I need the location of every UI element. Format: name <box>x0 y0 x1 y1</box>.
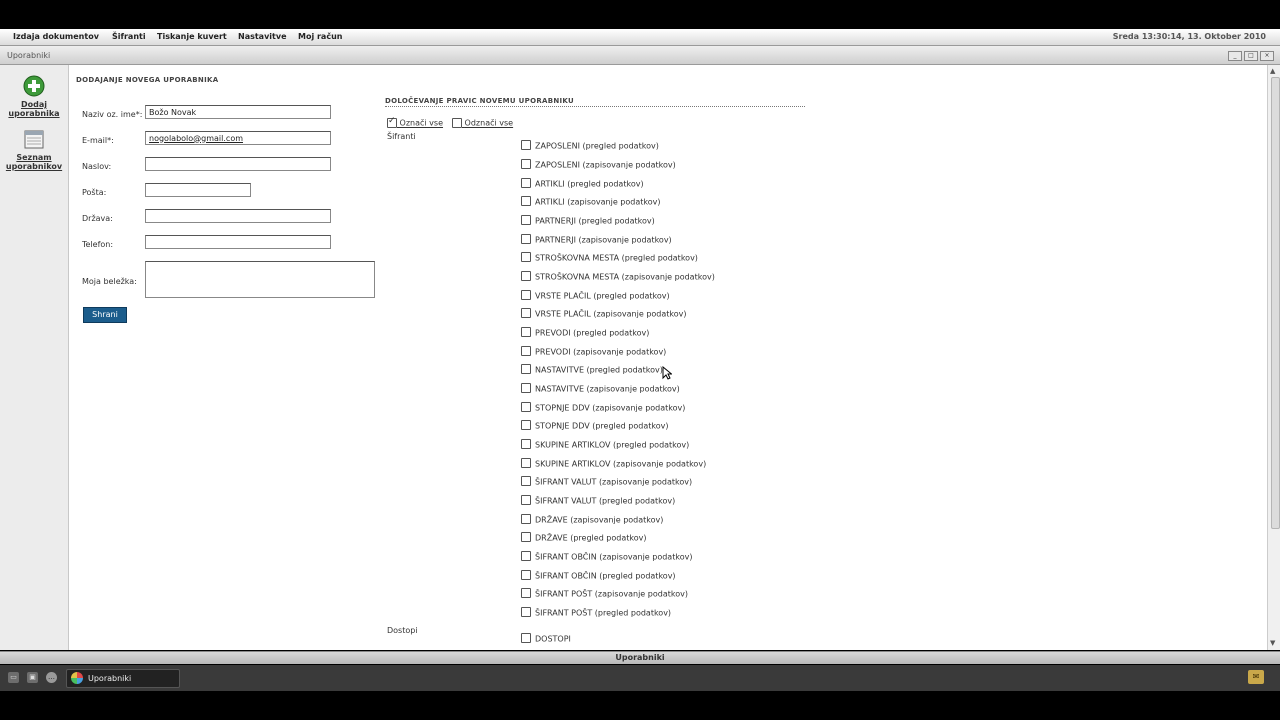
checkbox[interactable] <box>521 308 531 318</box>
country-label: Država: <box>82 214 113 223</box>
permission-label: ŠIFRANT POŠT (zapisovanje podatkov) <box>535 589 688 599</box>
email-label: E-mail*: <box>82 136 114 145</box>
permission-label: ŠIFRANT VALUT (pregled podatkov) <box>535 496 676 506</box>
calendar-icon <box>23 128 45 150</box>
window-title: Uporabniki <box>7 51 51 60</box>
permissions-title: DOLOČEVANJE PRAVIC NOVEMU UPORABNIKU <box>385 97 575 105</box>
permission-item[interactable] <box>521 179 644 189</box>
permission-item[interactable] <box>521 496 675 506</box>
permission-label: NASTAVITVE (pregled podatkov) <box>535 365 663 375</box>
checkbox[interactable] <box>521 234 531 244</box>
checkbox[interactable] <box>521 364 531 374</box>
name-input[interactable] <box>145 105 331 119</box>
checkbox[interactable] <box>521 271 531 281</box>
select-all-label: Označi vse <box>399 118 444 128</box>
sidebar-item-add-user[interactable] <box>0 75 68 118</box>
checkbox[interactable] <box>521 439 531 449</box>
taskbar-item-label: Uporabniki <box>88 674 132 683</box>
permission-label: ZAPOSLENI (zapisovanje podatkov) <box>535 160 676 170</box>
window-icon[interactable]: ▣ <box>27 672 38 683</box>
permission-item[interactable] <box>521 216 655 226</box>
address-label: Naslov: <box>82 162 112 171</box>
permission-label: ARTIKLI (pregled podatkov) <box>535 179 644 189</box>
mouse-cursor-icon <box>662 366 672 380</box>
permission-label: ŠIFRANT OBČIN (pregled podatkov) <box>535 571 676 581</box>
minimize-button[interactable]: _ <box>1228 51 1242 61</box>
checkbox-checked-icon <box>387 118 397 128</box>
maximize-button[interactable]: □ <box>1244 51 1258 61</box>
group-label-sifranti: Šifranti <box>387 132 416 141</box>
permission-item[interactable] <box>521 365 663 375</box>
deselect-all-label: Odznači vse <box>464 118 514 128</box>
note-textarea[interactable] <box>145 261 375 298</box>
permission-label: STROŠKOVNA MESTA (pregled podatkov) <box>535 253 698 263</box>
checkbox[interactable] <box>521 514 531 524</box>
close-button[interactable]: × <box>1260 51 1274 61</box>
menu-item-tiskanje-kuvert[interactable]: Tiskanje kuvert <box>157 32 227 41</box>
permission-label: ARTIKLI (zapisovanje podatkov) <box>535 197 661 207</box>
checkbox[interactable] <box>521 252 531 262</box>
main-content <box>69 65 1267 650</box>
checkbox[interactable] <box>521 178 531 188</box>
taskbar-item-uporabniki[interactable] <box>66 669 180 688</box>
permission-label: ŠIFRANT POŠT (pregled podatkov) <box>535 608 672 618</box>
checkbox[interactable] <box>521 588 531 598</box>
desktop-icon[interactable]: ▭ <box>8 672 19 683</box>
permission-item[interactable] <box>521 477 692 487</box>
menu-item-sifranti[interactable]: Šifranti <box>112 32 146 41</box>
permission-item[interactable] <box>521 235 672 245</box>
app-icon <box>71 672 83 684</box>
permission-item[interactable] <box>521 141 659 151</box>
email-input[interactable] <box>145 131 331 145</box>
address-input[interactable] <box>145 157 331 171</box>
permission-item[interactable] <box>521 197 660 207</box>
permission-label: PREVODI (pregled podatkov) <box>535 328 650 338</box>
permission-item[interactable] <box>521 291 670 301</box>
permission-item[interactable] <box>521 309 687 319</box>
permission-item[interactable] <box>521 328 649 338</box>
checkbox[interactable] <box>521 159 531 169</box>
checkbox[interactable] <box>521 607 531 617</box>
permission-item[interactable] <box>521 589 688 599</box>
menu-item-moj-racun[interactable]: Moj račun <box>298 32 343 41</box>
checkbox[interactable] <box>521 420 531 430</box>
phone-label: Telefon: <box>82 240 114 249</box>
window-titlebar <box>0 46 1280 65</box>
group-label-dostopi: Dostopi <box>387 626 418 635</box>
permission-item[interactable] <box>521 272 715 282</box>
sidebar-item-label: Seznam uporabnikov <box>5 153 63 171</box>
sidebar <box>0 65 69 650</box>
permission-label: NASTAVITVE (zapisovanje podatkov) <box>535 384 680 394</box>
sidebar-item-user-list[interactable] <box>0 128 68 171</box>
permission-label: PARTNERJI (pregled podatkov) <box>535 216 655 226</box>
tray-icon[interactable]: ✉ <box>1248 670 1264 684</box>
chat-icon[interactable]: … <box>48 673 55 681</box>
permission-item[interactable] <box>521 440 689 450</box>
scroll-down-icon[interactable]: ▼ <box>1270 639 1276 647</box>
form-title: DODAJANJE NOVEGA UPORABNIKA <box>76 76 219 84</box>
permission-item[interactable] <box>521 533 647 543</box>
permission-label: PREVODI (zapisovanje podatkov) <box>535 347 667 357</box>
taskbar <box>0 665 1280 691</box>
checkbox[interactable] <box>521 551 531 561</box>
permission-item[interactable] <box>521 160 676 170</box>
permission-item[interactable] <box>521 403 685 413</box>
permission-label: VRSTE PLAČIL (zapisovanje podatkov) <box>535 309 687 319</box>
checkbox[interactable] <box>521 402 531 412</box>
window-controls <box>1228 51 1274 61</box>
quick-launch <box>8 672 57 683</box>
permission-label: SKUPINE ARTIKLOV (pregled podatkov) <box>535 440 690 450</box>
name-label: Naziv oz. ime*: <box>82 110 143 119</box>
vertical-scrollbar[interactable] <box>1267 65 1280 650</box>
save-button[interactable]: Shrani <box>83 307 127 323</box>
sidebar-item-label: Dodaj uporabnika <box>8 100 60 118</box>
permission-label: STOPNJE DDV (zapisovanje podatkov) <box>535 403 686 413</box>
divider <box>385 106 805 107</box>
permission-item[interactable] <box>521 253 698 263</box>
permission-item[interactable] <box>521 608 671 618</box>
permission-label: DRŽAVE (pregled podatkov) <box>535 533 647 543</box>
checkbox[interactable] <box>521 532 531 542</box>
permission-label: VRSTE PLAČIL (pregled podatkov) <box>535 291 670 301</box>
checkbox[interactable] <box>521 570 531 580</box>
checkbox[interactable] <box>521 215 531 225</box>
post-label: Pošta: <box>82 188 107 197</box>
permission-label: DRŽAVE (zapisovanje podatkov) <box>535 515 664 525</box>
permission-item[interactable] <box>521 571 676 581</box>
checkbox[interactable] <box>521 346 531 356</box>
permission-item[interactable] <box>521 515 663 525</box>
checkbox[interactable] <box>521 476 531 486</box>
permission-item[interactable] <box>521 634 571 644</box>
country-input[interactable] <box>145 209 331 223</box>
scroll-thumb[interactable] <box>1271 77 1280 529</box>
checkbox[interactable] <box>521 495 531 505</box>
scroll-up-icon[interactable]: ▲ <box>1270 67 1276 75</box>
checkbox[interactable] <box>521 290 531 300</box>
menu-bar <box>0 29 1280 46</box>
permission-label: STROŠKOVNA MESTA (zapisovanje podatkov) <box>535 272 715 282</box>
menu-item-nastavitve[interactable]: Nastavitve <box>238 32 287 41</box>
permission-item[interactable] <box>521 384 680 394</box>
select-all-button[interactable] <box>387 118 443 128</box>
permission-item[interactable] <box>521 347 666 357</box>
permission-label: SKUPINE ARTIKLOV (zapisovanje podatkov) <box>535 459 707 469</box>
phone-input[interactable] <box>145 235 331 249</box>
permission-item[interactable] <box>521 421 669 431</box>
status-title: Uporabniki <box>615 653 665 662</box>
checkbox[interactable] <box>521 458 531 468</box>
status-bar <box>0 651 1280 664</box>
checkbox[interactable] <box>521 327 531 337</box>
permission-label: PARTNERJI (zapisovanje podatkov) <box>535 235 672 245</box>
permission-label: ZAPOSLENI (pregled podatkov) <box>535 141 659 151</box>
deselect-all-button[interactable] <box>452 118 513 128</box>
note-label: Moja beležka: <box>82 277 137 286</box>
permission-label: ŠIFRANT VALUT (zapisovanje podatkov) <box>535 477 693 487</box>
menu-item-izdaja-dokumentov[interactable]: Izdaja dokumentov <box>13 32 99 41</box>
checkbox-empty-icon <box>452 118 462 128</box>
permission-item[interactable] <box>521 552 692 562</box>
permission-item[interactable] <box>521 459 706 469</box>
checkbox[interactable] <box>521 196 531 206</box>
checkbox[interactable] <box>521 633 531 643</box>
add-icon <box>23 75 45 97</box>
permission-label: ŠIFRANT OBČIN (zapisovanje podatkov) <box>535 552 693 562</box>
permission-label: DOSTOPI <box>535 634 571 644</box>
checkbox[interactable] <box>521 383 531 393</box>
datetime-display: Sreda 13:30:14, 13. Oktober 2010 <box>1112 32 1266 41</box>
post-input[interactable] <box>145 183 251 197</box>
checkbox[interactable] <box>521 140 531 150</box>
permission-label: STOPNJE DDV (pregled podatkov) <box>535 421 669 431</box>
